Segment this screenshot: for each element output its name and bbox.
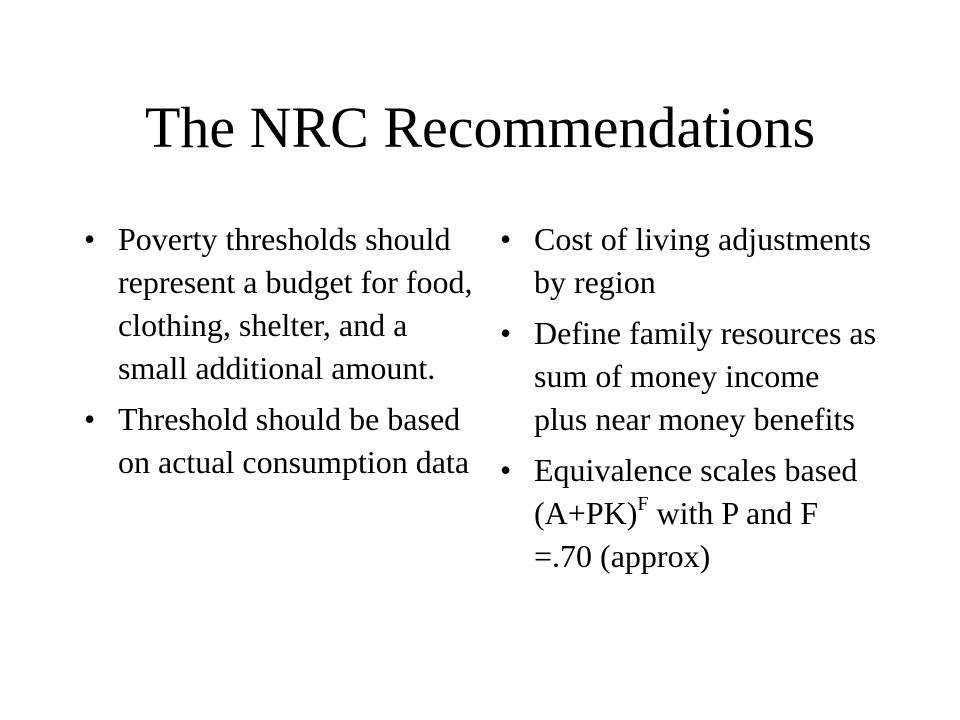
left-column (84, 218, 476, 492)
bullet-item (84, 218, 476, 390)
bullet-icon: • (84, 221, 96, 257)
bullet-item (500, 449, 880, 578)
slide-title: The NRC Recommendations (144, 95, 816, 160)
bullet-text-equivalence (534, 452, 857, 574)
bullet-icon: • (500, 315, 512, 351)
bullet-text: Poverty thresholds should represent a budget for food, clothing, shelter, and a small additional amount. (118, 221, 473, 386)
bullet-text: Threshold should be based on actual consumption data (118, 401, 470, 480)
bullet-text: Define family resources as sum of money income plus near money benefits (534, 315, 877, 437)
right-column (500, 218, 880, 586)
bullet-icon: • (84, 401, 96, 437)
bullet-item (500, 218, 880, 304)
equivalence-text-part2: with P and F =.70 (approx) (534, 495, 818, 574)
right-bullet-list (500, 218, 880, 578)
bullet-item (84, 398, 476, 484)
bullet-item (500, 312, 880, 441)
bullet-icon: • (500, 452, 512, 488)
bullet-icon: • (500, 221, 512, 257)
bullet-text: Cost of living adjustments by region (534, 221, 871, 300)
left-bullet-list (84, 218, 476, 484)
superscript-f: F (637, 493, 649, 515)
equivalence-text-part1: Equivalence scales based (A+PK) (534, 452, 858, 531)
